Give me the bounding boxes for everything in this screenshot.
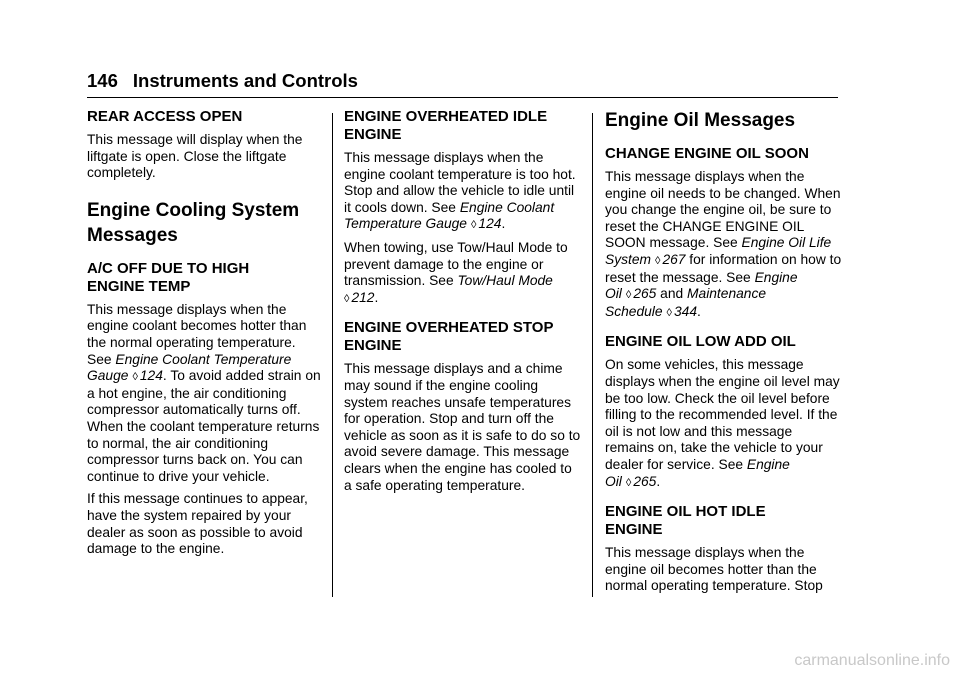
heading-engine-cooling-messages: [87, 198, 323, 248]
heading-line: ENGINE TEMP: [87, 277, 191, 295]
text-change-oil: [605, 169, 842, 321]
page-ref-icon: ◊: [344, 292, 350, 305]
column-right: [605, 108, 842, 601]
text-oil-hot: This message displays when the engine oil becomes hotter than the normal operating temperature. Stop: [605, 545, 823, 594]
heading-line: Messages: [87, 224, 178, 246]
text-run: This message displays when the engine coolant becomes hotter than the normal operating temperature. See: [87, 301, 307, 367]
text-towing: [344, 240, 581, 307]
heading-line: ENGINE OIL HOT IDLE: [605, 503, 766, 521]
text-run: .: [697, 303, 701, 319]
heading-line: ENGINE OVERHEATED STOP: [344, 319, 554, 337]
text-run: . To avoid added strain on a hot engine, the air conditioning compressor automatically turns off. When the coolant temperature returns to normal, the air conditioning compressor turns back on. You can continue to drive your vehicle.: [87, 368, 321, 484]
link-maintenance-schedule[interactable]: Maintenance Schedule: [605, 286, 767, 319]
text-overheated-stop: This message displays and a chime may sound if the engine cooling system reaches unsafe temperatures for operation. Stop and turn off the vehicle as soon as it is safe to do so to avoid severe damage. This message clears when the engine has cooled to a safe operating temperature.: [344, 361, 581, 493]
page-ref-number[interactable]: 124: [478, 216, 502, 232]
text-run: This message displays when the engine coolant temperature is too hot. Stop and allow the vehicle to idle until it cools down. See: [344, 150, 576, 215]
text-run: When towing, use Tow/Haul Mode to prevent damage to the engine or transmission. See: [344, 239, 568, 289]
link-tow-haul-mode[interactable]: Tow/Haul Mode: [457, 273, 553, 289]
header-rule: [87, 97, 838, 98]
text-rear-access-open: This message will display when the liftgate is open. Close the liftgate completely.: [87, 132, 303, 181]
section-title: Instruments and Controls: [132, 70, 358, 91]
heading-line: ENGINE OVERHEATED IDLE: [344, 108, 548, 125]
link-engine-oil-life-system[interactable]: Engine Oil Life System: [605, 235, 832, 267]
page-ref-icon: ◊: [666, 306, 672, 319]
heading-line: A/C OFF DUE TO HIGH: [87, 259, 250, 277]
page-ref-number[interactable]: 265: [633, 286, 657, 302]
page-ref-icon: ◊: [132, 371, 138, 384]
heading-engine-oil-messages: Engine Oil Messages: [605, 110, 796, 131]
page-ref-icon: ◊: [470, 219, 477, 232]
page-ref-icon: ◊: [625, 289, 632, 302]
text-run: .: [374, 289, 379, 305]
text-overheated-idle: [344, 150, 581, 234]
text-run: On some vehicles, this message displays when the engine oil level may be too low. Check the oil level before filling to the recommended level. If the oil is not low and this message remains on, take the vehicle to your dealer for service. See: [605, 357, 840, 472]
column-divider: [332, 113, 333, 597]
link-engine-coolant-temp-gauge[interactable]: Engine Coolant Temperature Gauge: [87, 351, 292, 384]
link-engine-oil[interactable]: Engine Oil: [605, 456, 790, 489]
heading-line: ENGINE: [605, 521, 663, 539]
page-header: [87, 70, 358, 92]
text-oil-low: [605, 357, 842, 491]
watermark: carmanualsonline.info: [794, 652, 950, 669]
page-ref-number[interactable]: 212: [351, 289, 375, 305]
column-divider: [592, 113, 593, 597]
text-run: for information on how to reset the message. See: [605, 251, 842, 285]
page-ref-number[interactable]: 124: [139, 368, 163, 384]
heading-line: Engine Cooling System: [87, 199, 300, 221]
heading-change-engine-oil-soon: CHANGE ENGINE OIL SOON: [605, 145, 809, 162]
text-run: .: [656, 473, 661, 489]
page-ref-number[interactable]: 267: [662, 251, 686, 267]
heading-rear-access-open: REAR ACCESS OPEN: [87, 108, 243, 125]
heading-engine-overheated-stop: [344, 319, 581, 355]
heading-line: ENGINE: [344, 337, 402, 355]
text-run: .: [501, 216, 506, 232]
heading-engine-oil-low: ENGINE OIL LOW ADD OIL: [605, 333, 796, 351]
page-ref-icon: ◊: [655, 254, 661, 267]
page-number: 146: [87, 70, 118, 91]
heading-engine-overheated-idle: [344, 108, 581, 144]
page-ref-number[interactable]: 265: [633, 473, 657, 489]
page-ref-number[interactable]: 344: [673, 303, 698, 319]
text-run: and: [656, 286, 688, 302]
column-left: [87, 108, 323, 564]
link-engine-coolant-temp-gauge[interactable]: Engine Coolant Temperature Gauge: [344, 199, 555, 232]
heading-ac-off-high-engine-temp: [87, 260, 323, 296]
text-message-continues: If this message continues to appear, have the system repaired by your dealer as soon as possible to avoid damage to the engine.: [87, 491, 308, 557]
heading-engine-oil-hot-idle: [605, 503, 842, 539]
heading-line: ENGINE: [344, 126, 402, 143]
page-ref-icon: ◊: [625, 476, 632, 489]
link-engine-oil[interactable]: Engine Oil: [605, 269, 798, 302]
column-middle: [344, 108, 581, 500]
text-ac-off: [87, 302, 323, 486]
text-run: This message displays when the engine oil needs to be changed. When you change the engine oil, be sure to reset the CHANGE ENGINE OIL SOON message. See: [605, 169, 841, 251]
